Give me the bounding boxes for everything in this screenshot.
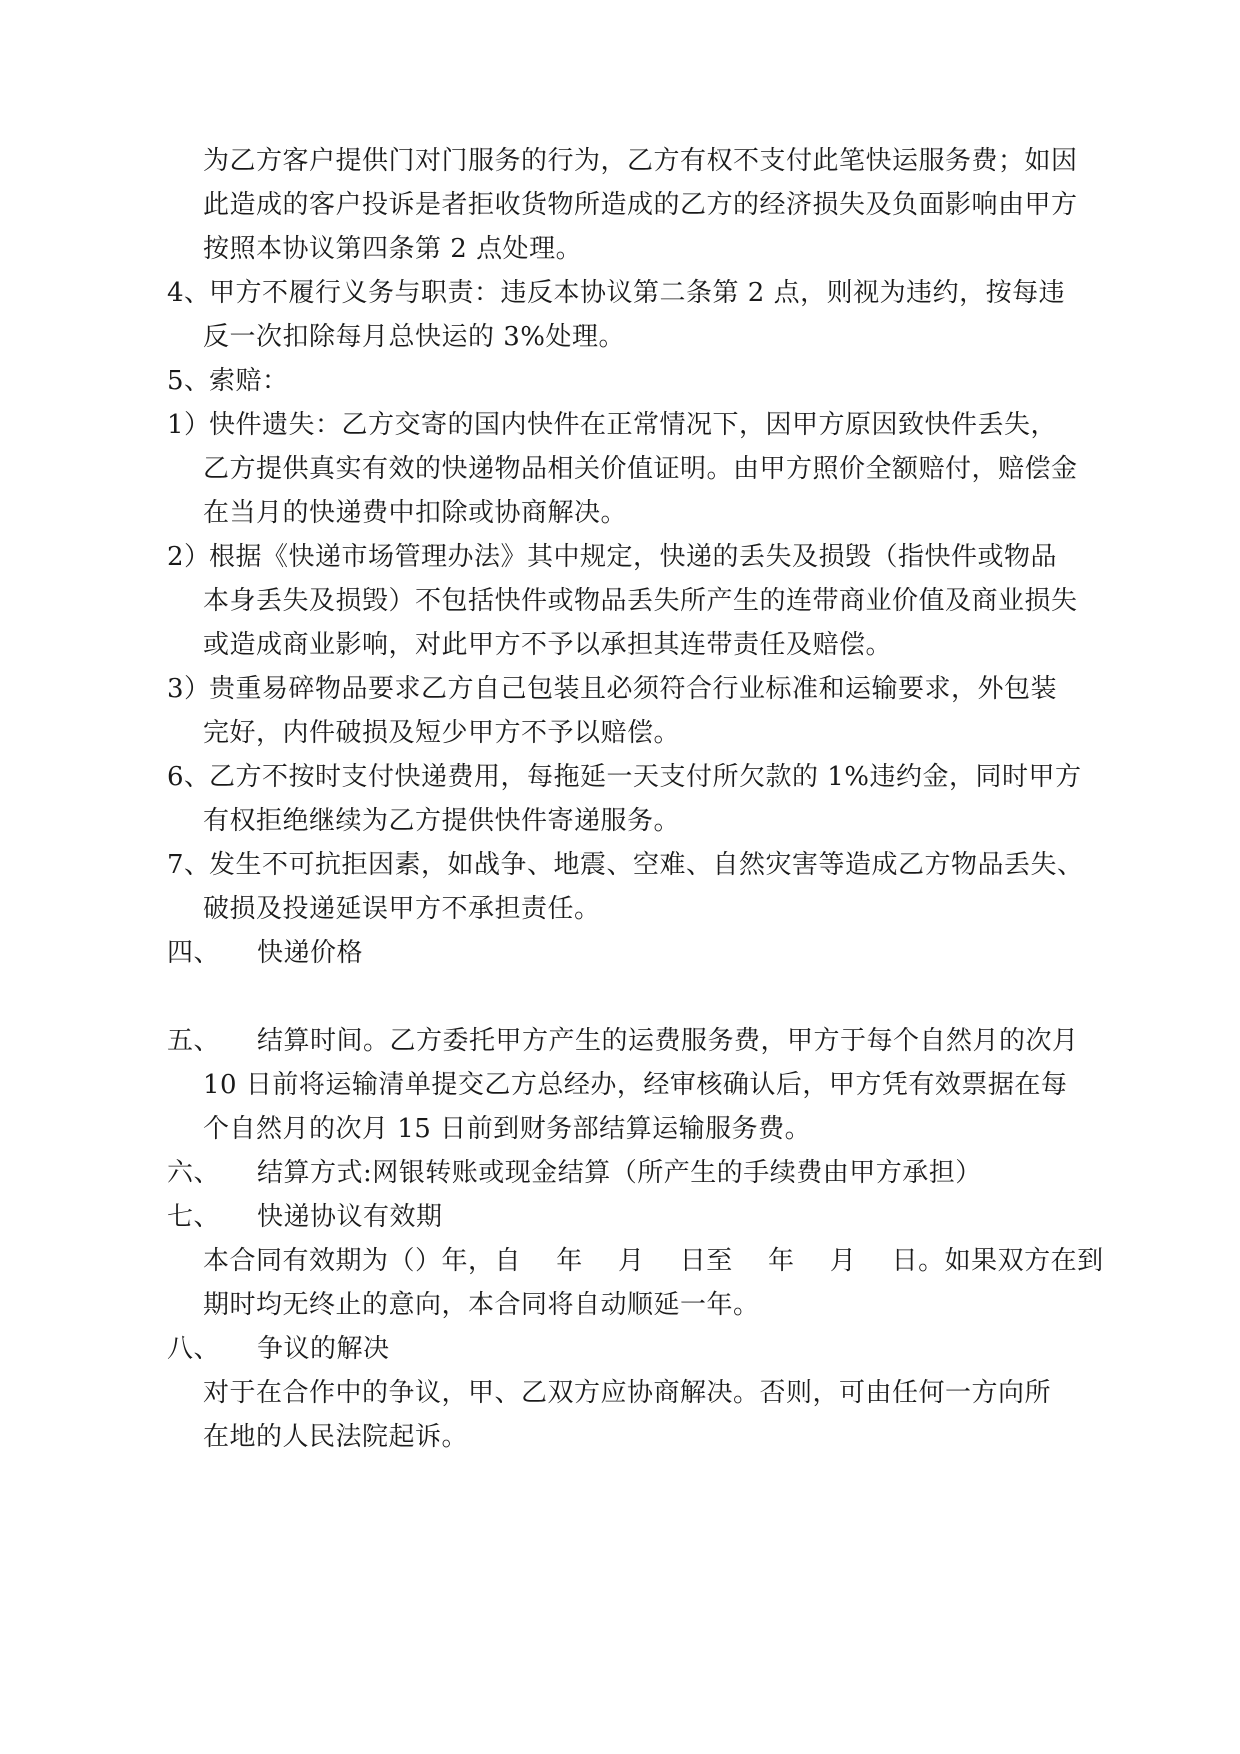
paragraph-line: 本身丢失及损毁）不包括快件或物品丢失所产生的连带商业价值及商业损失 xyxy=(203,586,1078,616)
paragraph-line: 对于在合作中的争议，甲、乙双方应协商解决。否则，可由任何一方向所 xyxy=(203,1378,1052,1408)
paragraph-line: 本合同有效期为（）年，自 年 月 日至 年 月 日。如果双方在到 xyxy=(203,1246,1104,1276)
item-number: 6、 xyxy=(167,762,211,792)
section-number: 四、 xyxy=(167,938,221,968)
section-number: 五、 xyxy=(167,1026,221,1056)
section-heading-8 xyxy=(167,1332,390,1366)
sub-item-2 xyxy=(167,540,1057,574)
list-item-5 xyxy=(167,364,289,398)
item-number: 4、 xyxy=(167,278,211,308)
section-number: 七、 xyxy=(167,1202,221,1232)
paragraph-line: 为乙方客户提供门对门服务的行为，乙方有权不支付此笔快运服务费；如因 xyxy=(203,146,1078,176)
sub-item-1 xyxy=(167,408,1057,442)
item-text: 根据《快递市场管理办法》其中规定，快递的丢失及损毁（指快件或物品 xyxy=(209,542,1058,572)
item-number: 5、 xyxy=(167,366,211,396)
paragraph-line: 或造成商业影响，对此甲方不予以承担其连带责任及赔偿。 xyxy=(203,630,893,660)
list-item-7 xyxy=(167,848,1084,882)
paragraph-line: 此造成的客户投诉是者拒收货物所造成的乙方的经济损失及负面影响由甲方 xyxy=(203,190,1078,220)
paragraph-line: 在地的人民法院起诉。 xyxy=(203,1422,469,1452)
item-number: 3） xyxy=(167,674,211,704)
paragraph-line: 有权拒绝继续为乙方提供快件寄递服务。 xyxy=(203,806,681,836)
list-item-4 xyxy=(167,276,1065,310)
item-text: 快件遗失：乙方交寄的国内快件在正常情况下，因甲方原因致快件丢失， xyxy=(209,410,1058,440)
section-heading-5 xyxy=(167,1024,1079,1058)
section-text: 结算时间。乙方委托甲方产生的运费服务费，甲方于每个自然月的次月 xyxy=(257,1026,1079,1056)
item-number: 1） xyxy=(167,410,211,440)
paragraph-line: 反一次扣除每月总快运的 3%处理。 xyxy=(203,322,626,352)
paragraph-line: 在当月的快递费中扣除或协商解决。 xyxy=(203,498,628,528)
list-item-6 xyxy=(167,760,1082,794)
item-number: 7、 xyxy=(167,850,211,880)
item-text: 发生不可抗拒因素，如战争、地震、空难、自然灾害等造成乙方物品丢失、 xyxy=(209,850,1084,880)
section-title: 快递协议有效期 xyxy=(257,1202,443,1232)
section-heading-6 xyxy=(167,1156,982,1190)
paragraph-line: 个自然月的次月 15 日前到财务部结算运输服务费。 xyxy=(203,1114,812,1144)
paragraph-line: 乙方提供真实有效的快递物品相关价值证明。由甲方照价全额赔付，赔偿金 xyxy=(203,454,1078,484)
paragraph-line: 期时均无终止的意向，本合同将自动顺延一年。 xyxy=(203,1290,760,1320)
section-heading-7 xyxy=(167,1200,443,1234)
item-text: 乙方不按时支付快递费用，每拖延一天支付所欠款的 1%违约金，同时甲方 xyxy=(209,762,1082,792)
paragraph-line: 破损及投递延误甲方不承担责任。 xyxy=(203,894,601,924)
section-heading-4 xyxy=(167,936,363,970)
paragraph-line: 10 日前将运输清单提交乙方总经办，经审核确认后，甲方凭有效票据在每 xyxy=(203,1070,1068,1100)
item-text: 索赔： xyxy=(209,366,289,396)
section-text: 结算方式:网银转账或现金结算（所产生的手续费由甲方承担） xyxy=(257,1158,982,1188)
paragraph-line: 完好，内件破损及短少甲方不予以赔偿。 xyxy=(203,718,681,748)
sub-item-3 xyxy=(167,672,1057,706)
section-title: 快递价格 xyxy=(257,938,364,968)
section-number: 六、 xyxy=(167,1158,221,1188)
item-text: 贵重易碎物品要求乙方自己包装且必须符合行业标准和运输要求，外包装 xyxy=(209,674,1058,704)
section-title: 争议的解决 xyxy=(257,1334,390,1364)
item-text: 甲方不履行义务与职责：违反本协议第二条第 2 点，则视为违约，按每违 xyxy=(209,278,1066,308)
section-number: 八、 xyxy=(167,1334,221,1364)
item-number: 2） xyxy=(167,542,211,572)
paragraph-line: 按照本协议第四条第 2 点处理。 xyxy=(203,234,583,264)
